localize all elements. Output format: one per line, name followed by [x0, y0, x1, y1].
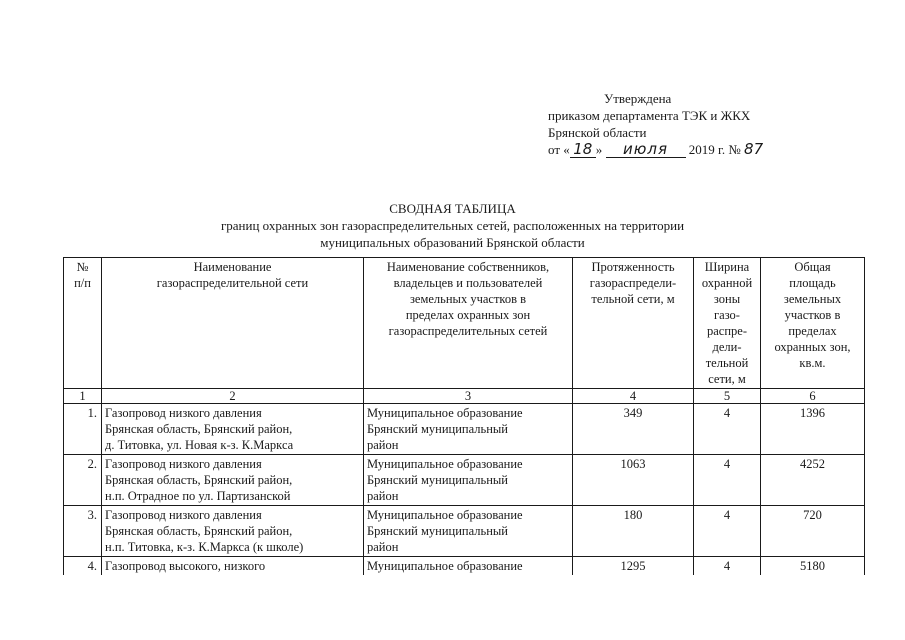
header-cell: Ширина охранной зоны газо- распре- дели- тельной сети, м: [694, 258, 761, 389]
date-mid: »: [595, 142, 603, 157]
owner-name: Муниципальное образование Брянский муниципальный район: [364, 404, 573, 455]
network-length: 349: [573, 404, 694, 455]
zone-width: 4: [694, 455, 761, 506]
header-cell: Протяженность газораспредели- тельной сети, м: [573, 258, 694, 389]
approval-block: [548, 90, 848, 158]
document-title: [0, 200, 905, 251]
handwritten-order-number: 87: [744, 140, 764, 158]
row-index: 2.: [64, 455, 102, 506]
total-area: 5180: [761, 557, 865, 576]
network-name: Газопровод низкого давления Брянская область, Брянский район, н.п. Отрадное по ул. Партизанской: [102, 455, 364, 506]
title-sub-2: муниципальных образований Брянской области: [320, 235, 585, 250]
column-number: 2: [102, 389, 364, 404]
zone-width: 4: [694, 557, 761, 576]
network-length: 180: [573, 506, 694, 557]
column-number-row: [64, 389, 865, 404]
network-name: Газопровод низкого давления Брянская область, Брянский район, д. Титовка, ул. Новая к-з. К.Маркса: [102, 404, 364, 455]
zone-width: 4: [694, 506, 761, 557]
table-header-row: [64, 258, 865, 389]
table-row: [64, 455, 865, 506]
approval-date-line: [548, 141, 848, 158]
header-cell: Наименование собственников, владельцев и пользователей земельных участков в пределах охранных зон газораспределительных сетей: [364, 258, 573, 389]
row-index: 3.: [64, 506, 102, 557]
total-area: 1396: [761, 404, 865, 455]
header-cell: Общая площадь земельных участков в пределах охранных зон, кв.м.: [761, 258, 865, 389]
network-length: 1295: [573, 557, 694, 576]
column-number: 4: [573, 389, 694, 404]
title-sub-1: границ охранных зон газораспределительных сетей, расположенных на территории: [220, 218, 685, 233]
total-area: 4252: [761, 455, 865, 506]
owner-name: Муниципальное образование Брянский муниципальный район: [364, 506, 573, 557]
network-name: Газопровод высокого, низкого: [102, 557, 364, 576]
column-number: 6: [761, 389, 865, 404]
approval-title: Утверждена: [604, 91, 672, 106]
table-row: [64, 557, 865, 576]
network-length: 1063: [573, 455, 694, 506]
header-cell: Наименование газораспределительной сети: [102, 258, 364, 389]
handwritten-day: 18: [570, 142, 596, 158]
owner-name: Муниципальное образование Брянский муниципальный район: [364, 455, 573, 506]
summary-table: [63, 257, 865, 575]
column-number: 3: [364, 389, 573, 404]
handwritten-month: июля: [606, 142, 686, 158]
table-row: [64, 506, 865, 557]
approval-region: Брянской области: [548, 125, 647, 140]
column-number: 5: [694, 389, 761, 404]
date-prefix: от «: [548, 142, 570, 157]
network-name: Газопровод низкого давления Брянская область, Брянский район, н.п. Титовка, к-з. К.Маркса (к школе): [102, 506, 364, 557]
header-cell: № п/п: [64, 258, 102, 389]
date-year: 2019 г. №: [688, 142, 741, 157]
row-index: 1.: [64, 404, 102, 455]
column-number: 1: [64, 389, 102, 404]
table-row: [64, 404, 865, 455]
approval-authority: приказом департамента ТЭК и ЖКХ: [548, 108, 751, 123]
zone-width: 4: [694, 404, 761, 455]
title-main: СВОДНАЯ ТАБЛИЦА: [389, 201, 516, 216]
owner-name: Муниципальное образование: [364, 557, 573, 576]
row-index: 4.: [64, 557, 102, 576]
total-area: 720: [761, 506, 865, 557]
